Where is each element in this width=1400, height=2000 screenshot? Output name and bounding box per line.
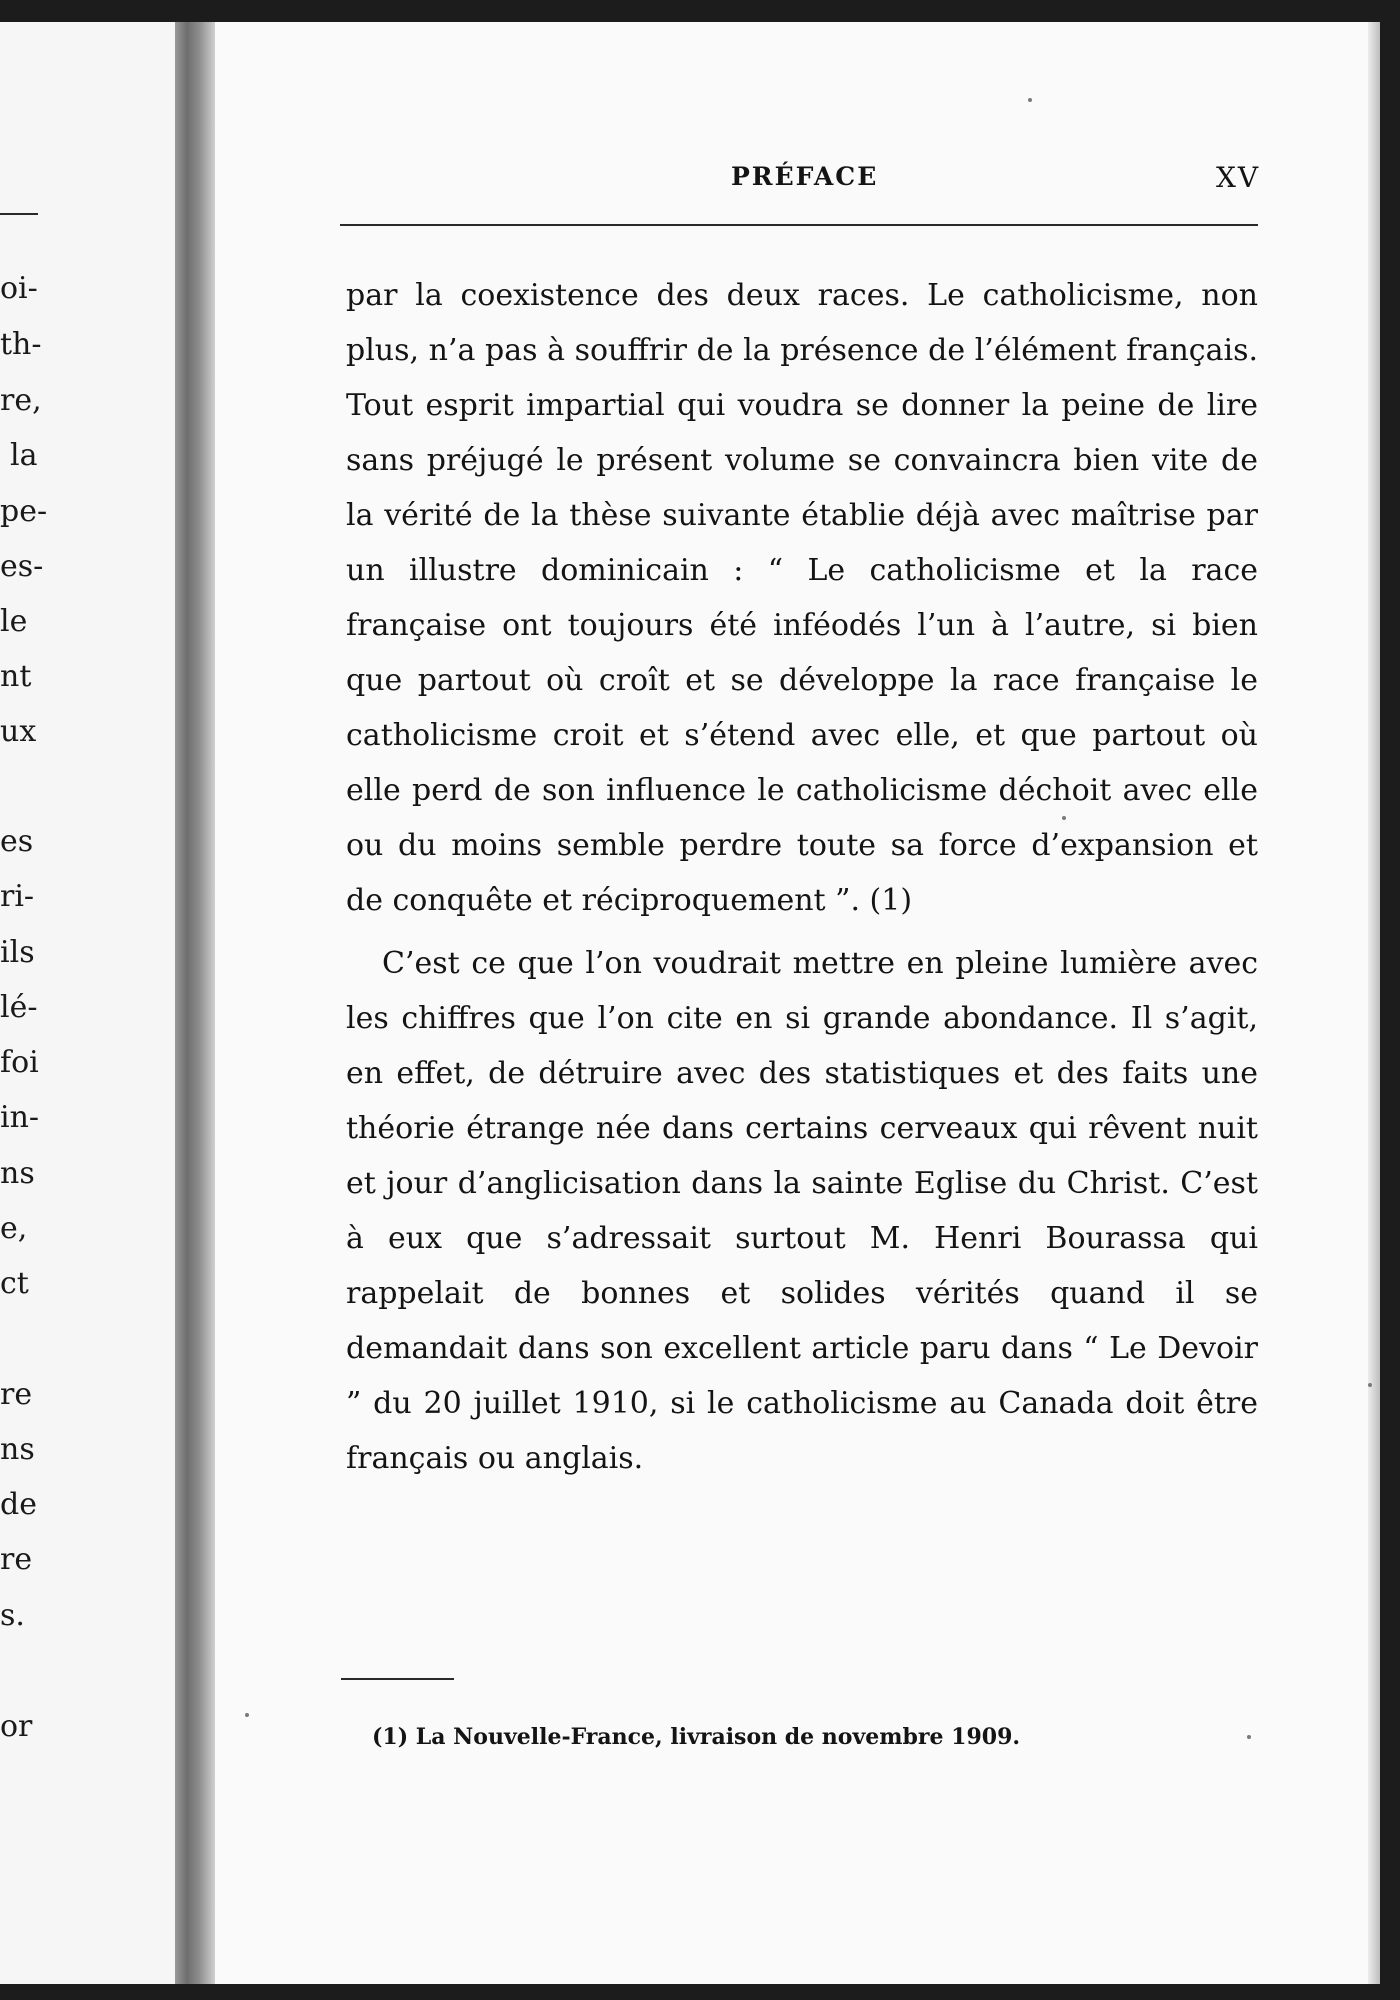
scan-speck [1247, 1735, 1251, 1739]
left-page-fragment: in- [0, 1100, 40, 1135]
left-page-fragment: nt [0, 659, 32, 694]
left-page-fragment: lé- [0, 990, 38, 1025]
scan-speck [1028, 98, 1032, 102]
left-page-fragment: la [10, 438, 38, 473]
left-page-fragment: es- [0, 549, 44, 584]
left-page-fragment: e, [0, 1211, 28, 1246]
left-page-fragment: th- [0, 327, 42, 362]
left-page-fragment: ns [0, 1432, 35, 1467]
left-page-fragment: de [0, 1487, 37, 1522]
running-title: PRÉFACE [731, 162, 879, 191]
footnote-rule [341, 1678, 454, 1680]
book-gutter [175, 22, 215, 1984]
left-page-fragment: ns [0, 1156, 35, 1191]
body-text [346, 268, 1258, 1486]
header-rule [340, 224, 1258, 226]
left-page-fragment: s. [0, 1598, 25, 1633]
page-edge [1368, 22, 1380, 1984]
left-page-fragment: re, [0, 383, 42, 418]
paragraph: C’est ce que l’on voudrait mettre en pleine lumière avec les chiffres que l’on cite en si grande abondance. Il s’agit, en effet, de détruire avec des statistiques et des faits une théorie étrange née dans certains cerveaux qui rêvent nuit et jour d’anglicisation dans la sainte Eglise du Christ. C’est à eux que s’adressait surtout M. Henri Bourassa qui rappelait de bonnes et solides vérités quand il se demandait dans son excellent article paru dans “ Le Devoir ” du 20 juillet 1910, si le catholicisme au Canada doit être français ou anglais. [346, 946, 1258, 1476]
left-page-fragment: ux [0, 714, 37, 749]
left-page-rule [0, 213, 38, 215]
left-page-fragment: ri- [0, 879, 35, 914]
left-page-fragment: es [0, 824, 34, 859]
page-number: XV [1216, 161, 1261, 194]
left-page-fragment: le [0, 604, 28, 639]
left-page-fragment: re [0, 1377, 33, 1412]
left-page [0, 22, 175, 1984]
scan-speck [1062, 816, 1066, 820]
left-page-fragment: oi- [0, 271, 38, 306]
paragraph: par la coexistence des deux races. Le catholicisme, non plus, n’a pas à souffrir de la présence de l’élément français. Tout esprit impartial qui voudra se donner la peine de lire sans préjugé le présent volume se convaincra bien vite de la vérité de la thèse suivante établie déjà avec maîtrise par un illustre dominicain : “ Le catholicisme et la race française ont toujours été inféodés l’un à l’autre, si bien que partout où croît et se développe la race française le catholicisme croit et s’étend avec elle, et que partout où elle perd de son influence le catholicisme déchoit avec elle ou du moins semble perdre toute sa force d’expansion et de conquête et réciproquement ”. (1) [346, 278, 1258, 918]
left-page-fragment: ct [0, 1266, 29, 1301]
left-page-fragment: pe- [0, 494, 48, 529]
left-page-fragment: foi [0, 1045, 39, 1080]
left-page-fragment: or [0, 1709, 33, 1744]
left-page-fragment: re [0, 1542, 33, 1577]
scan-speck [1368, 1383, 1372, 1387]
left-page-fragment: ils [0, 935, 35, 970]
footnote: (1) La Nouvelle-France, livraison de novembre 1909. [372, 1724, 1021, 1750]
scan-speck [245, 1713, 249, 1717]
